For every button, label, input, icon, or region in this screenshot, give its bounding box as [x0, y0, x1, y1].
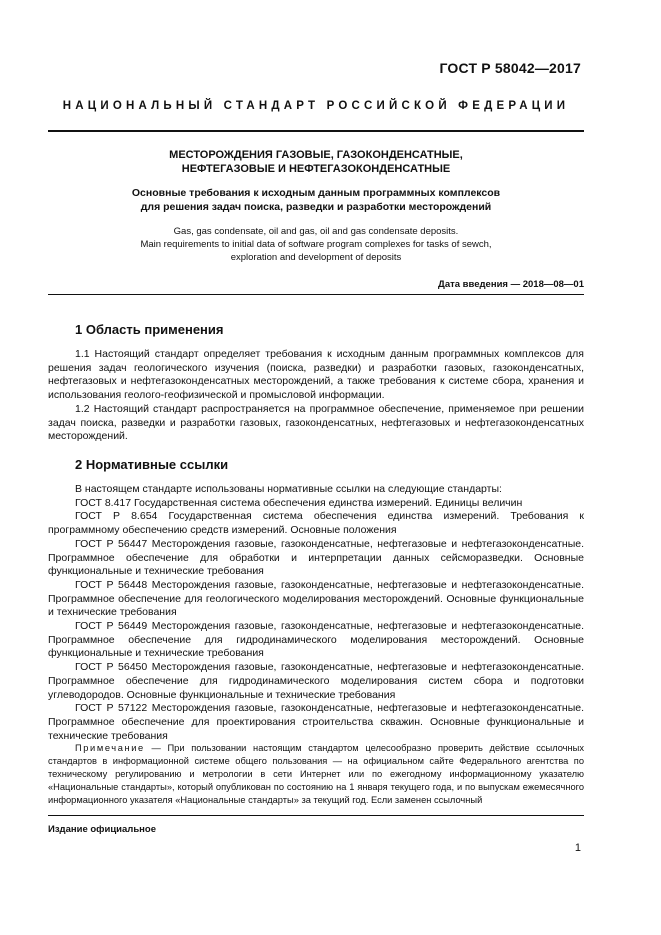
standard-number: ГОСТ Р 58042—2017	[439, 60, 581, 76]
english-title-line: Gas, gas condensate, oil and gas, oil and gas condensate deposits.	[173, 226, 459, 237]
document-title	[48, 148, 584, 176]
title-line: НЕФТЕГАЗОВЫЕ И НЕФТЕГАЗОКОНДЕНСАТНЫЕ	[181, 163, 451, 175]
section-2-body	[48, 483, 584, 743]
national-standard-heading: НАЦИОНАЛЬНЫЙ СТАНДАРТ РОССИЙСКОЙ ФЕДЕРАЦИИ	[62, 100, 570, 112]
subtitle-line: для решения задач поиска, разведки и разработки месторождений	[140, 201, 492, 213]
note-paragraph	[48, 742, 584, 807]
subtitle-line: Основные требования к исходным данным программных комплексов	[131, 187, 501, 199]
reference-item: ГОСТ 8.417 Государственная система обеспечения единства измерений. Единицы величин	[75, 496, 523, 509]
note-label: Примечание	[75, 743, 145, 753]
english-title	[48, 225, 584, 264]
section-1-body	[48, 348, 584, 444]
date-divider	[48, 294, 584, 295]
note	[48, 742, 584, 807]
footer-divider	[48, 815, 584, 816]
reference-item: ГОСТ Р 57122 Месторождения газовые, газоконденсатные, нефтегазовые и нефтегазоконденсатные. Программное обеспечение для проектирования строительства скважин. Основные функциональные и технические требования	[48, 702, 584, 742]
title-line: МЕСТОРОЖДЕНИЯ ГАЗОВЫЕ, ГАЗОКОНДЕНСАТНЫЕ,	[169, 149, 463, 161]
introduction-date: Дата введения — 2018—08—01	[438, 279, 584, 290]
paragraph: В настоящем стандарте использованы нормативные ссылки на следующие стандарты:	[75, 483, 502, 495]
reference-item: ГОСТ Р 8.654 Государственная система обеспечения единства измерений. Требования к программному обеспечению средств измерений. Основные положения	[48, 510, 584, 537]
top-divider	[48, 130, 584, 132]
reference-item: ГОСТ Р 56447 Месторождения газовые, газоконденсатные, нефтегазовые и нефтегазоконденсатные. Программное обеспечение для обработки и интерпретации данных сейсморазведки. Основные функциональные и технические требования	[48, 537, 584, 578]
paragraph: 1.1 Настоящий стандарт определяет требования к исходным данным программных комплексов для решения задач геологического изучения (поиска, разведки) и разработки газовых, газоконденсатных, нефтегазовых и нефтегазоконденсатных месторождений, а также требования к системе сбора, хранения и использования геолого-геофизической и промысловой информации.	[48, 348, 584, 402]
paragraph: 1.2 Настоящий стандарт распространяется на программное обеспечение, применяемое при решении задач поиска, разведки и разработки газовых, газоконденсатных, нефтегазовых и нефтегазоконденсатных месторождений.	[48, 402, 584, 443]
reference-item: ГОСТ Р 56450 Месторождения газовые, газоконденсатные, нефтегазовые и нефтегазоконденсатные. Программное обеспечение для гидродинамического моделирования систем сбора и подготовки углеводородов. Основные функциональные и технические требования	[48, 661, 584, 701]
section-2-heading: 2 Нормативные ссылки	[75, 457, 229, 472]
section-1-heading: 1 Область применения	[75, 322, 224, 337]
reference-item: ГОСТ Р 56448 Месторождения газовые, газоконденсатные, нефтегазовые и нефтегазоконденсатные. Программное обеспечение для геологического моделирования месторождений. Основные функциональные и технические требования	[48, 578, 584, 619]
english-title-line: exploration and development of deposits	[230, 252, 402, 263]
english-title-line: Main requirements to initial data of software program complexes for tasks of sewch,	[140, 239, 492, 250]
edition-label: Издание официальное	[48, 824, 156, 835]
document-subtitle	[48, 186, 584, 214]
page-number: 1	[574, 842, 581, 854]
reference-item: ГОСТ Р 56449 Месторождения газовые, газоконденсатные, нефтегазовые и нефтегазоконденсатные. Программное обеспечение для гидродинамического моделирования месторождений. Основные функциональные и технические требования	[48, 620, 584, 660]
note-text: — При пользовании настоящим стандартом целесообразно проверить действие ссылочных стандартов в информационной системе общего пользования — на официальном сайте Федерального агентства по техническому регулированию и метрологии в сети Интернет или по ежегодному информационному указателю «Национальные стандарты», который опубликован по состоянию на 1 января текущего года, и по выпускам ежемесячного информационного указателя «Национальные стандарты» за текущий год. Если заменен ссылочный	[48, 743, 584, 805]
